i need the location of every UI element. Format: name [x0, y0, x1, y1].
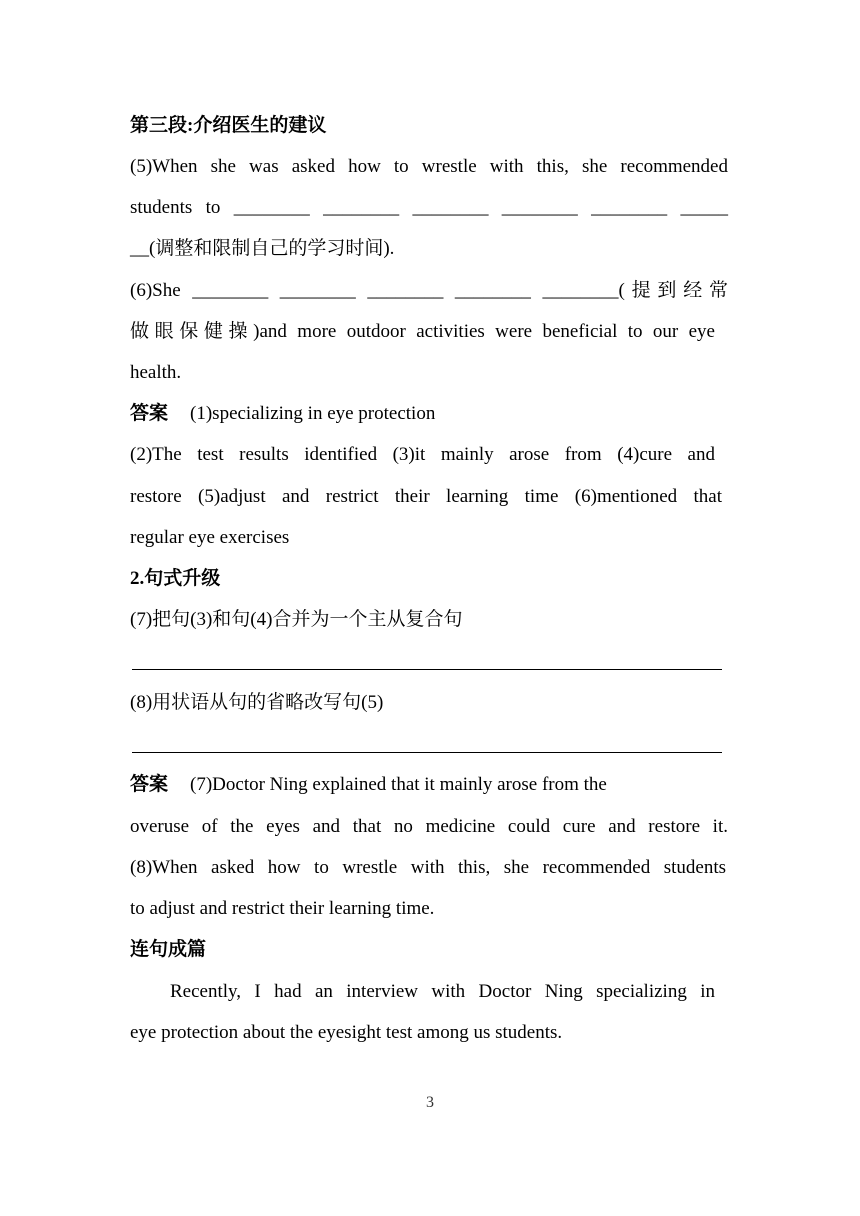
section-2-heading: 2.句式升级	[130, 568, 221, 589]
essay-line-1: Recently, I had an interview with Doctor Ning specializing in	[170, 981, 715, 1002]
page-number: 3	[426, 1094, 434, 1111]
section-heading: 第三段:介绍医生的建议	[130, 115, 327, 136]
question-8: (8)用状语从句的省略改写句(5)	[130, 692, 384, 713]
answer-2-line-1	[130, 773, 728, 797]
answer-1-line-3: restore (5)adjust and restrict their learning time (6)mentioned that	[130, 486, 722, 507]
answer-1-line-1	[130, 402, 728, 426]
answer-2-text: (7)Doctor Ning explained that it mainly arose from the	[190, 774, 607, 795]
question-5-line-2: students to ________ ________ ________ ________ ________ _____	[130, 197, 728, 218]
answer-line-7[interactable]	[132, 669, 722, 670]
question-5-line-3: __(调整和限制自己的学习时间).	[130, 238, 395, 259]
answer-line-8[interactable]	[132, 752, 722, 753]
answer-1-line-2: (2)The test results identified (3)it mainly arose from (4)cure and	[130, 444, 715, 465]
answer-label: 答案	[130, 774, 169, 795]
question-6-line-3: health.	[130, 362, 182, 383]
answer-2-line-2: overuse of the eyes and that no medicine could cure and restore it.	[130, 816, 728, 837]
question-5-line-1: (5)When she was asked how to wrestle with this, she recommended	[130, 156, 728, 177]
answer-2-line-4: to adjust and restrict their learning time.	[130, 898, 435, 919]
question-7: (7)把句(3)和句(4)合并为一个主从复合句	[130, 609, 463, 630]
answer-2-line-3: (8)When asked how to wrestle with this, she recommended students	[130, 857, 726, 878]
answer-1-line-4: regular eye exercises	[130, 527, 290, 548]
question-6-line-2: 做眼保健操)and more outdoor activities were beneficial to our eye	[130, 321, 715, 342]
answer-label: 答案	[130, 403, 169, 424]
essay-heading: 连句成篇	[130, 939, 207, 960]
answer-1-text: (1)specializing in eye protection	[190, 403, 436, 424]
question-6-line-1: (6)She ________ ________ ________ ________ ________(提到经常	[130, 280, 728, 301]
essay-line-2: eye protection about the eyesight test among us students.	[130, 1022, 563, 1043]
